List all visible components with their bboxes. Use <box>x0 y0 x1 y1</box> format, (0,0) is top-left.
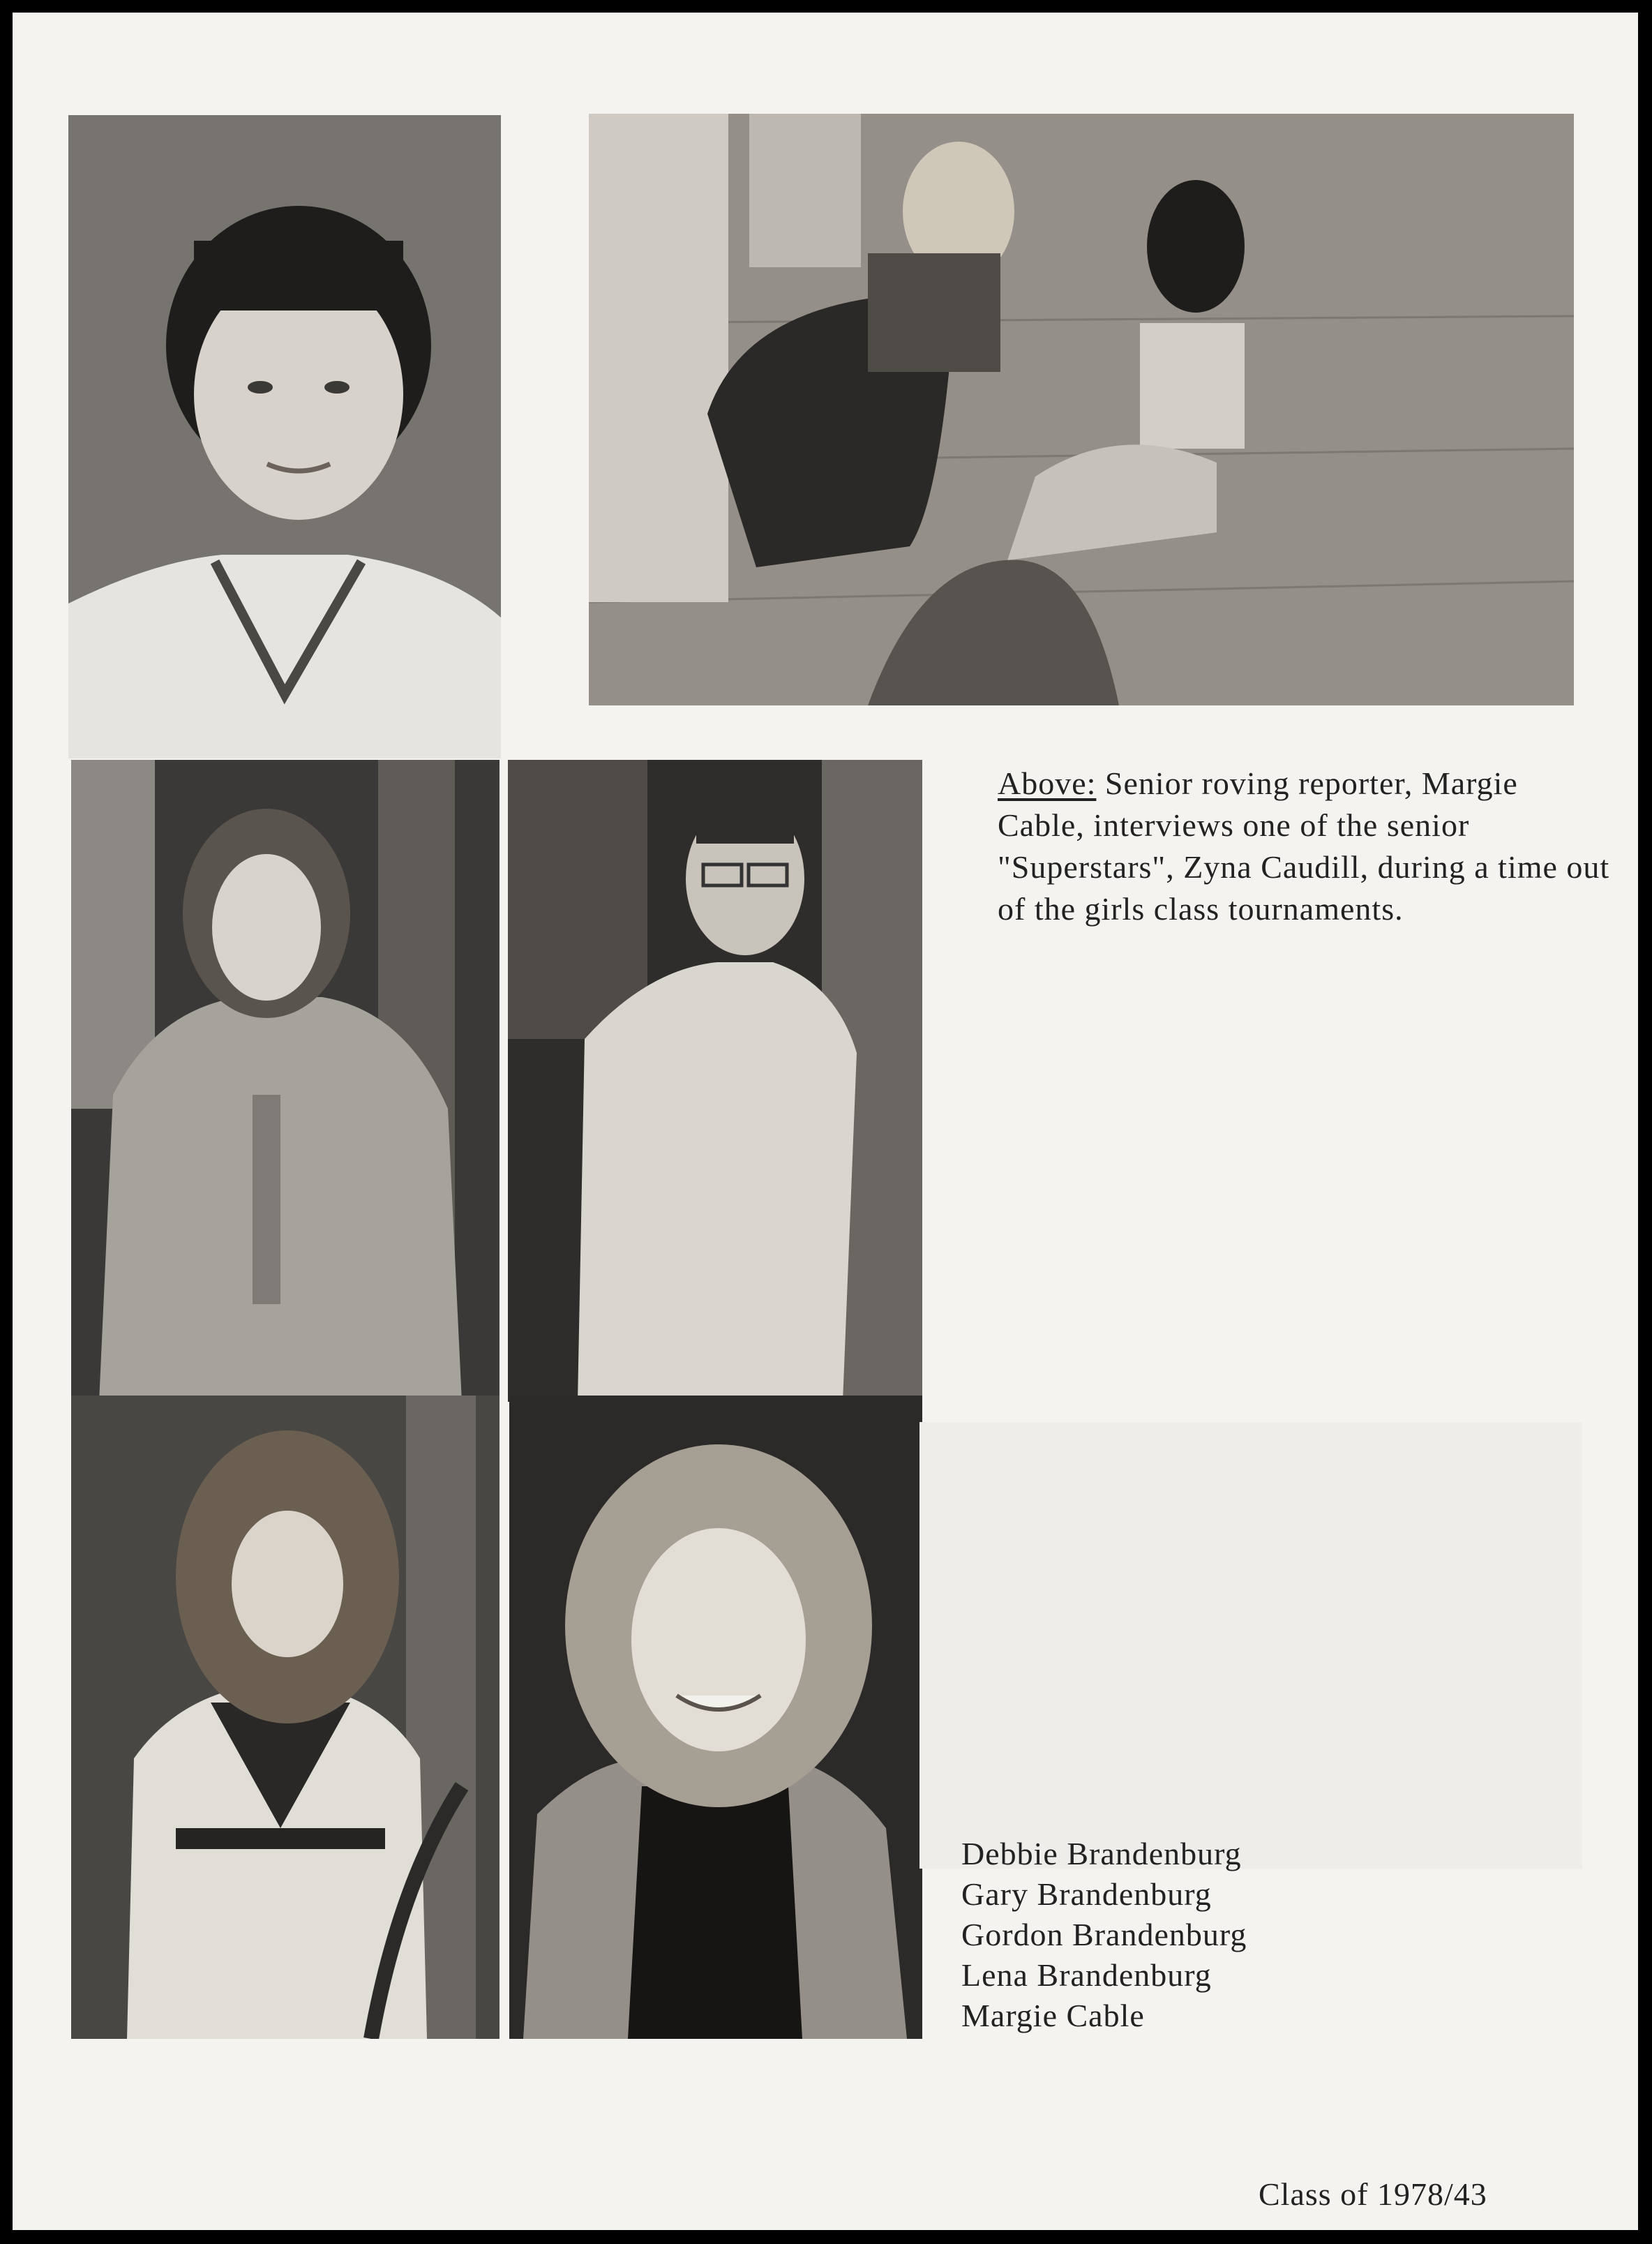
name-item: Debbie Brandenburg <box>961 1836 1242 1871</box>
name-item: Margie Cable <box>961 1998 1145 2033</box>
blank-area <box>919 1422 1582 1869</box>
name-item: Lena Brandenburg <box>961 1957 1212 1993</box>
portrait-gary-brandenburg <box>71 760 500 1402</box>
portrait-debbie-brandenburg <box>68 115 501 758</box>
page-folio: Class of 1978/43 <box>1259 2176 1487 2212</box>
name-item: Gordon Brandenburg <box>961 1917 1247 1952</box>
caption-lead: Above: <box>998 765 1097 801</box>
senior-names-list <box>961 1834 1247 2036</box>
photo-caption <box>998 763 1612 930</box>
portrait-gordon-brandenburg <box>508 760 922 1402</box>
name-item: Gary Brandenburg <box>961 1876 1212 1912</box>
candid-interview-photo <box>589 114 1574 705</box>
caption-text: Senior roving reporter, Margie Cable, interviews one of the senior "Superstars", Zyna Caudill, during a time out of the girls class tournaments. <box>998 765 1610 927</box>
yearbook-page <box>13 13 1638 2230</box>
portrait-margie-cable <box>509 1396 922 2039</box>
portrait-lena-brandenburg <box>71 1396 500 2039</box>
